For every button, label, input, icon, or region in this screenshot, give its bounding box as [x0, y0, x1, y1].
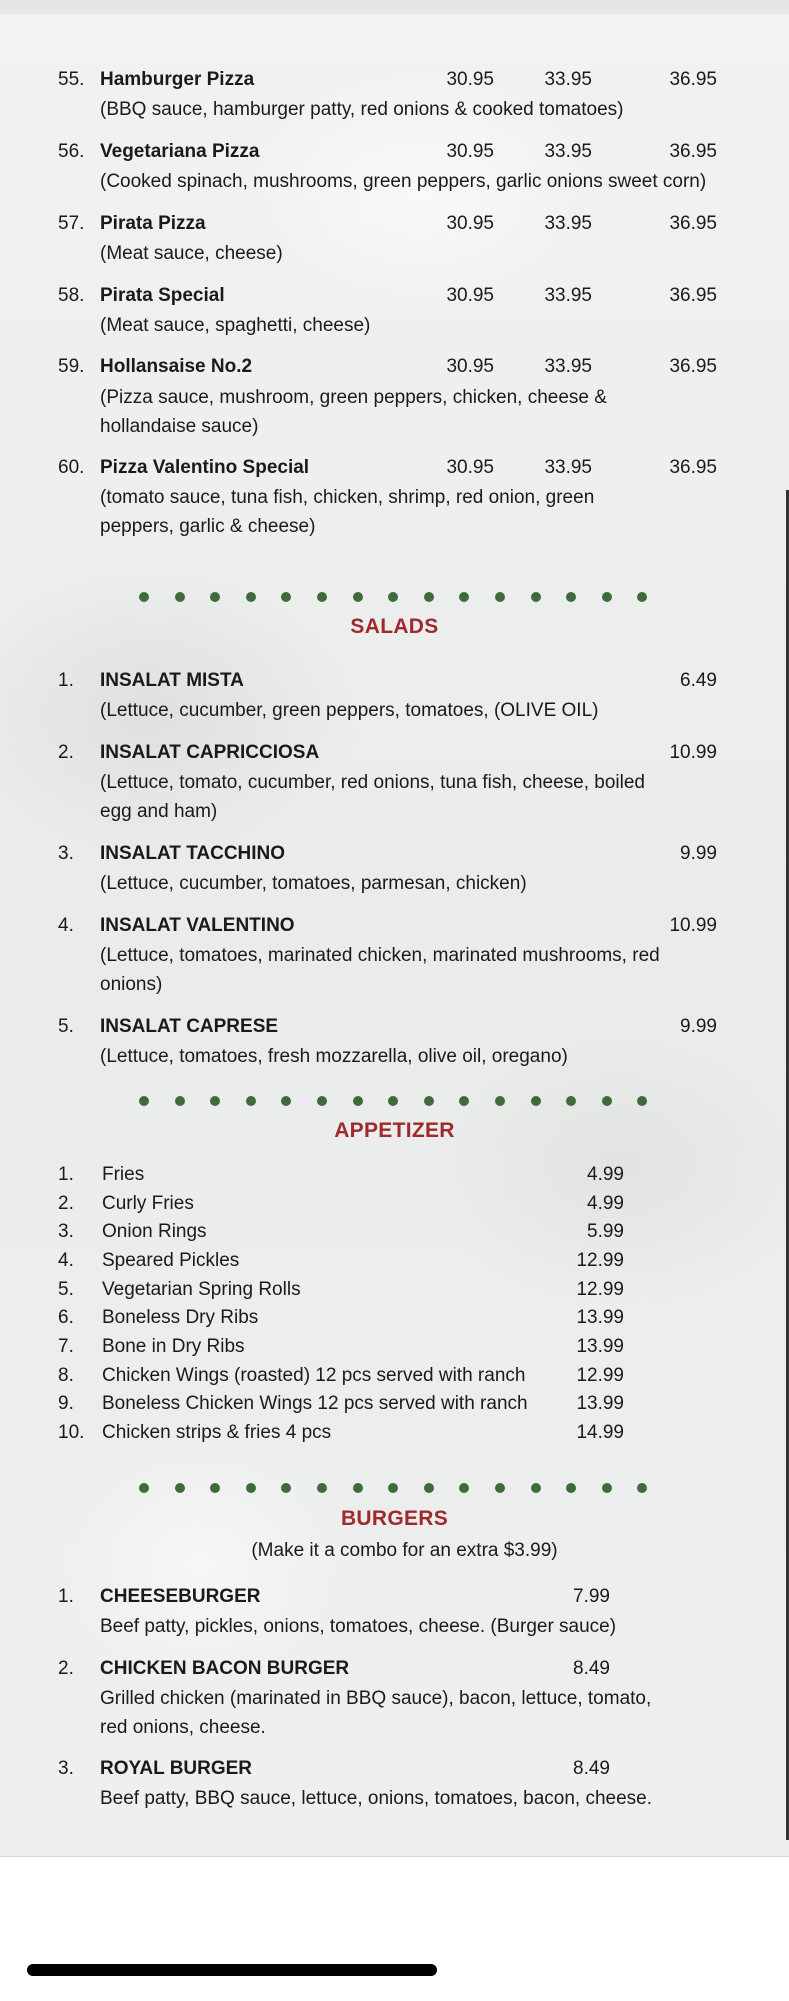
- section-title-burgers: BURGERS: [340, 1507, 449, 1530]
- price-large: 36.95: [669, 69, 717, 90]
- item-price: 8.49: [573, 1758, 610, 1779]
- item-name: Hamburger Pizza: [100, 69, 255, 90]
- item-name: Onion Rings: [102, 1221, 207, 1242]
- section-title-salads: SALADS: [350, 615, 439, 638]
- item-description: (Meat sauce, cheese): [100, 243, 283, 264]
- item-name: Pizza Valentino Special: [100, 457, 310, 478]
- item-price: 10.99: [669, 742, 717, 763]
- price-medium: 33.95: [544, 356, 592, 377]
- item-number: 59.: [58, 356, 85, 377]
- item-number: 4.: [58, 1250, 74, 1271]
- item-number: 1.: [58, 1164, 74, 1185]
- dot-divider: [139, 1096, 673, 1106]
- price-small: 30.95: [446, 69, 494, 90]
- price-small: 30.95: [446, 457, 494, 478]
- item-price: 9.99: [680, 843, 717, 864]
- item-description: (Lettuce, tomato, cucumber, red onions, tuna fish, cheese, boiled egg and ham): [100, 772, 645, 822]
- item-number: 56.: [58, 141, 85, 162]
- item-price: 10.99: [669, 915, 717, 936]
- item-name: INSALAT VALENTINO: [100, 915, 295, 936]
- price-large: 36.95: [669, 457, 717, 478]
- item-description: (tomato sauce, tuna fish, chicken, shrimp, red onion, green peppers, garlic & cheese): [100, 487, 595, 537]
- price-large: 36.95: [669, 141, 717, 162]
- price-small: 30.95: [446, 285, 494, 306]
- item-description: (Lettuce, cucumber, tomatoes, parmesan, chicken): [100, 873, 527, 894]
- item-description: (Cooked spinach, mushrooms, green peppers, garlic onions sweet corn): [100, 171, 707, 192]
- item-name: Pirata Special: [100, 285, 225, 306]
- page-bottom-area: [0, 1856, 789, 2001]
- item-name: Pirata Pizza: [100, 213, 206, 234]
- price-medium: 33.95: [544, 457, 592, 478]
- item-price: 4.99: [587, 1164, 624, 1185]
- item-name: Speared Pickles: [102, 1250, 240, 1271]
- item-price: 12.99: [576, 1279, 624, 1300]
- price-medium: 33.95: [544, 213, 592, 234]
- item-description: Beef patty, pickles, onions, tomatoes, cheese. (Burger sauce): [100, 1616, 617, 1637]
- section-subtitle: (Make it a combo for an extra $3.99): [251, 1540, 558, 1561]
- item-number: 60.: [58, 457, 85, 478]
- item-name: CHEESEBURGER: [100, 1586, 261, 1607]
- price-small: 30.95: [446, 141, 494, 162]
- item-name: INSALAT CAPRESE: [100, 1016, 279, 1037]
- item-number: 5.: [58, 1279, 74, 1300]
- item-number: 55.: [58, 69, 85, 90]
- price-large: 36.95: [669, 285, 717, 306]
- item-name: Fries: [102, 1164, 145, 1185]
- item-price: 13.99: [576, 1393, 624, 1414]
- item-number: 2.: [58, 1193, 74, 1214]
- item-name: Curly Fries: [102, 1193, 194, 1214]
- price-small: 30.95: [446, 356, 494, 377]
- item-name: Hollansaise No.2: [100, 356, 253, 377]
- item-number: 1.: [58, 670, 74, 691]
- item-description: (Pizza sauce, mushroom, green peppers, chicken, cheese & hollandaise sauce): [100, 387, 607, 437]
- top-bar: [0, 0, 789, 15]
- item-number: 3.: [58, 843, 74, 864]
- dot-divider: [139, 1483, 673, 1493]
- item-price: 12.99: [576, 1365, 624, 1386]
- dot-divider: [139, 592, 673, 602]
- item-number: 57.: [58, 213, 85, 234]
- item-number: 3.: [58, 1221, 74, 1242]
- item-description: (Lettuce, tomatoes, fresh mozzarella, olive oil, oregano): [100, 1046, 568, 1067]
- price-medium: 33.95: [544, 285, 592, 306]
- item-description: (Lettuce, tomatoes, marinated chicken, marinated mushrooms, red onions): [100, 945, 660, 995]
- item-name: Boneless Chicken Wings 12 pcs served with ranch: [102, 1393, 528, 1414]
- item-number: 2.: [58, 742, 74, 763]
- item-number: 6.: [58, 1307, 74, 1328]
- item-name: INSALAT CAPRICCIOSA: [100, 742, 320, 763]
- item-number: 10.: [58, 1422, 85, 1443]
- price-medium: 33.95: [544, 69, 592, 90]
- item-price: 4.99: [587, 1193, 624, 1214]
- item-number: 1.: [58, 1586, 74, 1607]
- item-number: 4.: [58, 915, 74, 936]
- section-title-appetizer: APPETIZER: [334, 1119, 455, 1142]
- item-description: (Lettuce, cucumber, green peppers, tomatoes, (OLIVE OIL): [100, 700, 599, 721]
- item-name: Boneless Dry Ribs: [102, 1307, 259, 1328]
- price-medium: 33.95: [544, 141, 592, 162]
- item-number: 3.: [58, 1758, 74, 1779]
- item-price: 12.99: [576, 1250, 624, 1271]
- item-name: Vegetarian Spring Rolls: [102, 1279, 301, 1300]
- price-small: 30.95: [446, 213, 494, 234]
- item-description: Beef patty, BBQ sauce, lettuce, onions, tomatoes, bacon, cheese.: [100, 1788, 653, 1809]
- item-price: 13.99: [576, 1307, 624, 1328]
- price-large: 36.95: [669, 356, 717, 377]
- item-name: CHICKEN BACON BURGER: [100, 1658, 350, 1679]
- item-description: (BBQ sauce, hamburger patty, red onions & cooked tomatoes): [100, 99, 624, 120]
- menu-page[interactable]: [0, 14, 789, 1856]
- item-description: Grilled chicken (marinated in BBQ sauce), bacon, lettuce, tomato, red onions, cheese.: [100, 1688, 652, 1738]
- item-number: 7.: [58, 1336, 74, 1357]
- item-name: Bone in Dry Ribs: [102, 1336, 245, 1357]
- item-price: 7.99: [573, 1586, 610, 1607]
- item-description: (Meat sauce, spaghetti, cheese): [100, 315, 371, 336]
- item-price: 13.99: [576, 1336, 624, 1357]
- item-number: 9.: [58, 1393, 74, 1414]
- item-name: INSALAT MISTA: [100, 670, 244, 691]
- item-name: INSALAT TACCHINO: [100, 843, 286, 864]
- item-price: 8.49: [573, 1658, 610, 1679]
- item-name: Vegetariana Pizza: [100, 141, 260, 162]
- item-name: ROYAL BURGER: [100, 1758, 253, 1779]
- price-large: 36.95: [669, 213, 717, 234]
- item-price: 9.99: [680, 1016, 717, 1037]
- item-name: Chicken strips & fries 4 pcs: [102, 1422, 332, 1443]
- item-price: 6.49: [680, 670, 717, 691]
- item-name: Chicken Wings (roasted) 12 pcs served with ranch: [102, 1365, 526, 1386]
- home-indicator[interactable]: [27, 1964, 437, 1976]
- item-price: 5.99: [587, 1221, 624, 1242]
- item-number: 58.: [58, 285, 85, 306]
- item-price: 14.99: [576, 1422, 624, 1443]
- item-number: 5.: [58, 1016, 74, 1037]
- item-number: 2.: [58, 1658, 74, 1679]
- item-number: 8.: [58, 1365, 74, 1386]
